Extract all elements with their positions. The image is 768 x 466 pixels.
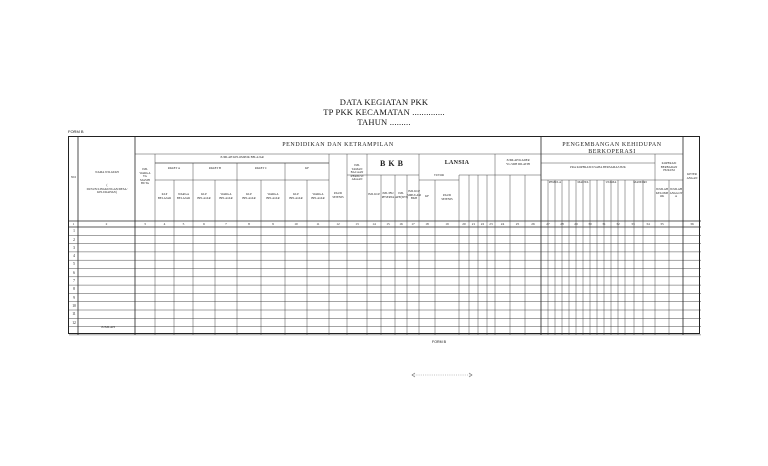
- header-warga-belajar: WARGA BELAJAR: [219, 192, 233, 200]
- column-number: 1: [72, 222, 75, 226]
- title-line-2: TP PKK KECAMATAN ..............: [323, 107, 445, 117]
- row-number: 2: [73, 237, 75, 242]
- column-number: 31: [602, 222, 606, 226]
- column-number: 25: [515, 222, 520, 226]
- header-utama: UTAMA: [605, 180, 617, 184]
- row-number: 7: [73, 279, 75, 283]
- column-number: 8: [248, 222, 250, 226]
- form-label-top: FORM B: [68, 129, 84, 134]
- header-paud: PAUD SEJENIS: [332, 191, 344, 199]
- column-number: 28: [560, 222, 564, 226]
- header-bkb: BKB: [380, 159, 406, 168]
- form-label-bottom: FORM B: [432, 340, 446, 344]
- column-number: 5: [182, 222, 185, 226]
- column-number: 21: [471, 222, 476, 226]
- header-nama-wilayah-sub: ( DUSUN/LINGKUNGAN/DESA/ KELURAHAN): [86, 183, 128, 195]
- column-number: 12: [336, 222, 340, 226]
- row-number: 1: [73, 229, 75, 234]
- row-number: 10: [72, 303, 76, 308]
- header-warga-belajar: WARGA BELAJAR: [311, 192, 325, 200]
- header-tutor-kf: KF: [425, 194, 429, 198]
- column-number: 4: [163, 222, 166, 226]
- header-paket-c: PAKET C: [254, 166, 268, 170]
- row-number: 12: [72, 320, 76, 325]
- header-pemula: PEMULA: [548, 180, 562, 184]
- header-pengembangan: PENGEMBANGAN KEHIDUPAN BERKOPERASI: [562, 142, 662, 155]
- header-jumlah-klp: JUMLAH KELOMP OK: [655, 187, 669, 199]
- header-paket-a: PAKET A: [167, 166, 181, 170]
- column-number: 29: [574, 222, 578, 226]
- column-number: 27: [546, 222, 550, 226]
- header-kf: KF: [305, 166, 309, 170]
- header-jml-klp: JML KLP: [368, 192, 380, 196]
- title-line-1: DATA KEGIATAN PKK: [339, 97, 429, 107]
- row-number: 9: [73, 295, 75, 300]
- column-number: 14: [372, 222, 376, 226]
- column-number: 3: [144, 222, 146, 226]
- header-jumlah-buta: JML WARGA YG MASIH BUTA: [139, 167, 151, 186]
- header-keterangan: KETER ANGAN: [686, 172, 698, 180]
- row-number: 6: [73, 270, 75, 275]
- header-warga-belajar: WARGA BELAJAR: [176, 192, 191, 200]
- header-klp-belajar: KLP BELAJAR: [157, 192, 172, 200]
- header-tutor: TUTOR: [434, 173, 444, 177]
- column-number: 16: [399, 222, 403, 226]
- header-jumlah-kader: JUMLAH KADER YG SDH DILATIH: [506, 158, 530, 166]
- column-number: 2: [105, 222, 108, 226]
- row-number: 8: [73, 287, 75, 292]
- header-jumlah-kelompok: JUMLAH KELOMPOK BELAJAR: [220, 155, 264, 159]
- title-line-3: TAHUN .........: [357, 117, 411, 127]
- column-number: 23: [489, 222, 493, 226]
- header-jml-ape: JML APE(SET): [395, 191, 408, 199]
- row-number: 3: [73, 245, 75, 250]
- column-number: 24: [500, 222, 505, 226]
- header-klp-belajar: KLP BELAJAR: [197, 192, 211, 200]
- header-lansia: LANSIA: [444, 160, 470, 166]
- column-number: 6: [203, 222, 205, 226]
- header-pra-koperasi: PRA KOPERASI/USAHA BERSAMA/UP2K: [570, 165, 626, 169]
- page-navigation[interactable]: [410, 366, 474, 374]
- header-klp-belajar: KLP BELAJAR: [242, 192, 256, 200]
- header-warga-belajar: WARGA BELAJAR: [266, 192, 280, 200]
- column-number: 35: [660, 222, 664, 226]
- header-tutor-paud: PAUD SEJENIS: [441, 193, 453, 201]
- column-number: 20: [462, 222, 466, 226]
- header-pendidikan: PENDIDIKAN DAN KETRAMPILAN: [282, 142, 394, 148]
- column-number: 19: [445, 222, 449, 226]
- row-number: 5: [73, 262, 75, 267]
- header-madya: MADYA: [577, 180, 589, 184]
- jumlah-label: JUMLAH: [101, 325, 115, 329]
- column-number: 32: [616, 222, 620, 226]
- header-jumlah-anggota: JUMLAH ANGGOT A: [669, 187, 683, 199]
- column-number: 17: [411, 222, 415, 226]
- header-jml-ibu: JML IBU PESERTA: [381, 191, 395, 199]
- row-number: 4: [73, 254, 75, 259]
- column-number: 11: [316, 222, 320, 226]
- column-number: 34: [646, 222, 650, 226]
- row-number: 11: [72, 312, 76, 317]
- column-number: 33: [631, 222, 635, 226]
- header-nama-wilayah: NAMA WILAYAH: [95, 170, 119, 174]
- column-number: 18: [425, 222, 429, 226]
- column-number: 7: [225, 222, 227, 226]
- header-koperasi-bh: KOPERASI BERBADAN HUKUM: [660, 161, 678, 173]
- column-number: 9: [272, 222, 274, 226]
- column-number: 22: [480, 222, 485, 226]
- column-number: 15: [386, 222, 390, 226]
- header-no: NO: [71, 175, 76, 179]
- header-klp-belajar: KLP BELAJAR: [289, 192, 303, 200]
- data-table: [68, 136, 700, 334]
- header-taman-bacaan: JML TAMAN BACAAN /PERPUST AKAAN: [350, 163, 364, 182]
- column-number: 13: [355, 222, 359, 226]
- page-nav-arrows: [410, 371, 474, 379]
- column-number: 36: [690, 222, 694, 226]
- column-number: 30: [588, 222, 592, 226]
- column-number: 26: [531, 222, 535, 226]
- header-jml-simulasi: JML KLP SIMULASI BKB: [407, 189, 422, 201]
- column-number: 10: [294, 222, 298, 226]
- header-paket-b: PAKET B: [208, 166, 222, 170]
- document-title: [0, 97, 768, 127]
- header-mandiri: MANDIRI: [633, 180, 647, 184]
